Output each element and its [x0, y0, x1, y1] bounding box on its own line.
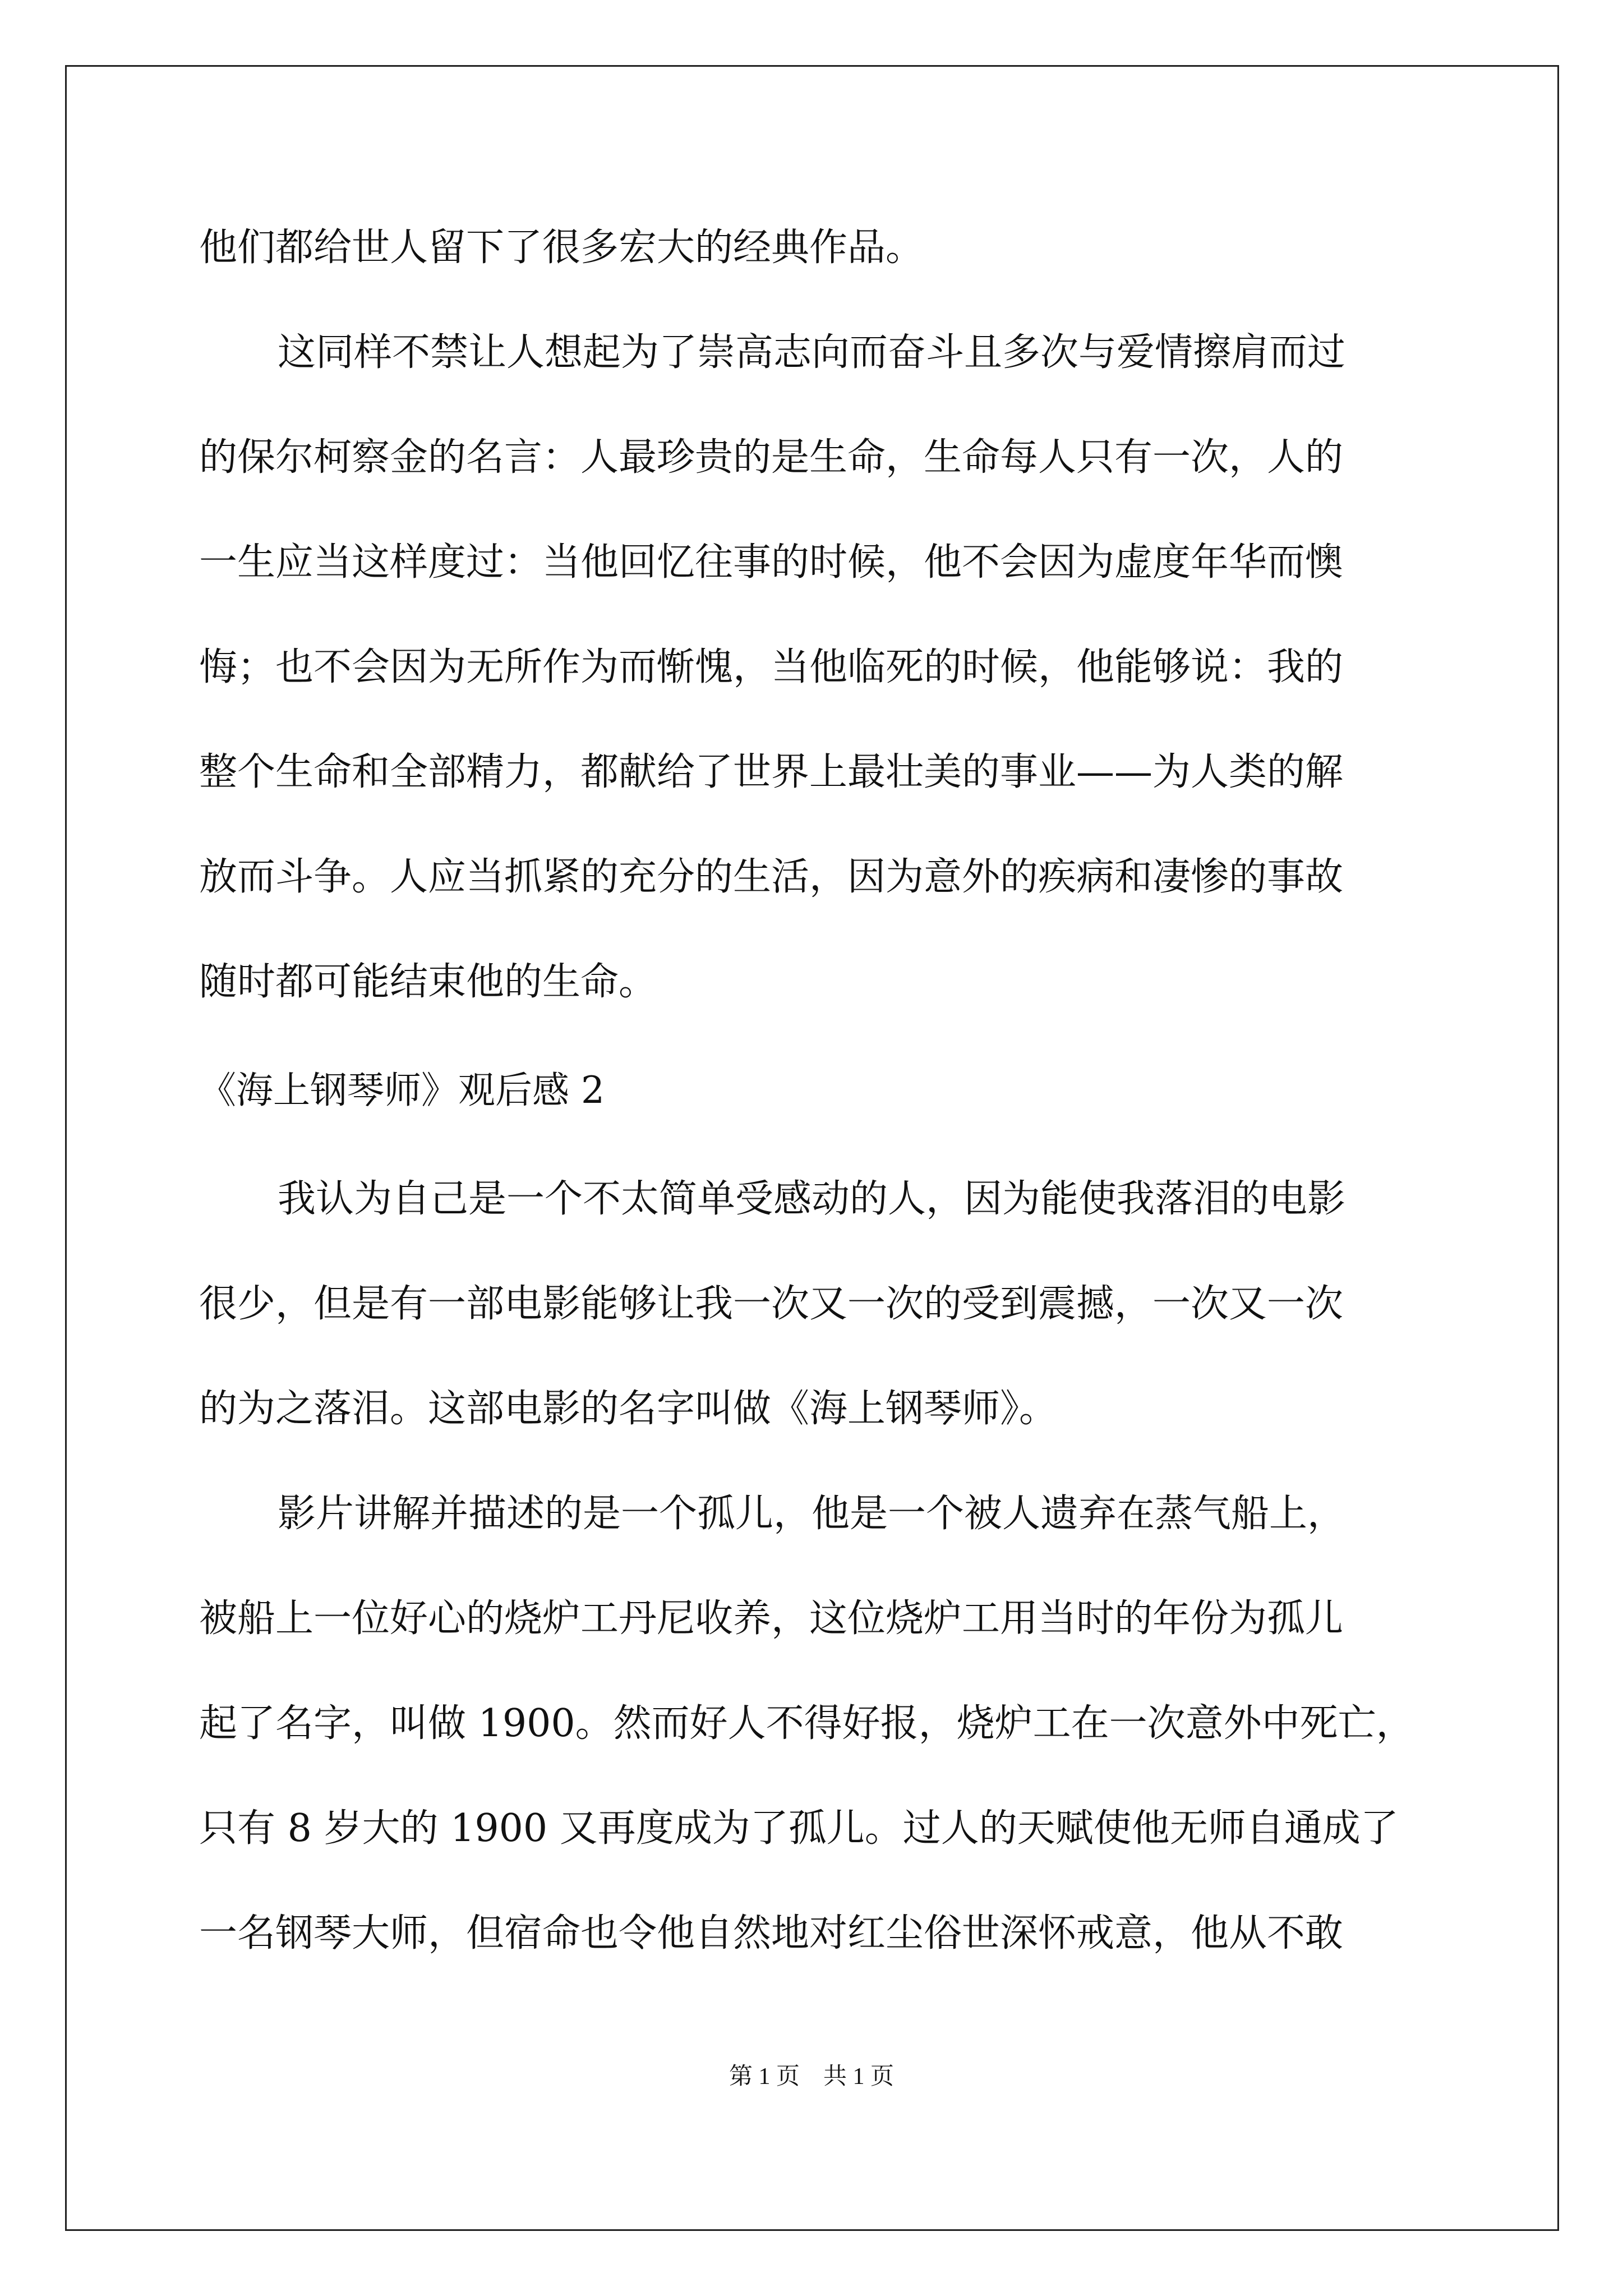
text-line: 的保尔柯察金的名言：人最珍贵的是生命，生命每人只有一次，人的 [199, 435, 1344, 480]
text-line: 他们都给世人留下了很多宏大的经典作品。 [199, 226, 924, 270]
text-line: 的为之落泪。这部电影的名字叫做《海上钢琴师》。 [199, 1387, 1058, 1431]
section-heading: 《海上钢琴师》观后感 2 [199, 1069, 605, 1112]
page-footer: 第 1 页 共 1 页 [728, 2064, 894, 2090]
text-line: 我认为自己是一个不太简单受感动的人，因为能使我落泪的电影 [278, 1177, 1346, 1221]
text-line: 悔；也不会因为无所作为而惭愧，当他临死的时候，他能够说：我的 [199, 645, 1344, 689]
text-line: 被船上一位好心的烧炉工丹尼收养，这位烧炉工用当时的年份为孤儿 [199, 1596, 1344, 1641]
text-line: 很少，但是有一部电影能够让我一次又一次的受到震撼，一次又一次 [199, 1282, 1344, 1326]
text-line: 影片讲解并描述的是一个孤儿，他是一个被人遗弃在蒸气船上， [278, 1492, 1346, 1536]
text-line: 只有 8 岁大的 1900 又再度成为了孤儿。过人的天赋使他无师自通成了 [199, 1806, 1399, 1851]
text-line: 整个生命和全部精力，都献给了世界上最壮美的事业——为人类的解 [199, 750, 1344, 794]
document-body [199, 195, 1433, 1986]
text-line: 这同样不禁让人想起为了崇高志向而奋斗且多次与爱情擦肩而过 [278, 330, 1346, 375]
text-line: 起了名字，叫做 1900。然而好人不得好报，烧炉工在一次意外中死亡， [199, 1701, 1414, 1746]
text-line: 放而斗争。人应当抓紧的充分的生活，因为意外的疾病和凄惨的事故 [199, 855, 1344, 899]
text-line: 一生应当这样度过：当他回忆往事的时候，他不会因为虚度年华而懊 [199, 540, 1344, 585]
text-line: 一名钢琴大师，但宿命也令他自然地对红尘俗世深怀戒意，他从不敢 [199, 1911, 1344, 1955]
text-line: 随时都可能结束他的生命。 [199, 960, 657, 1004]
